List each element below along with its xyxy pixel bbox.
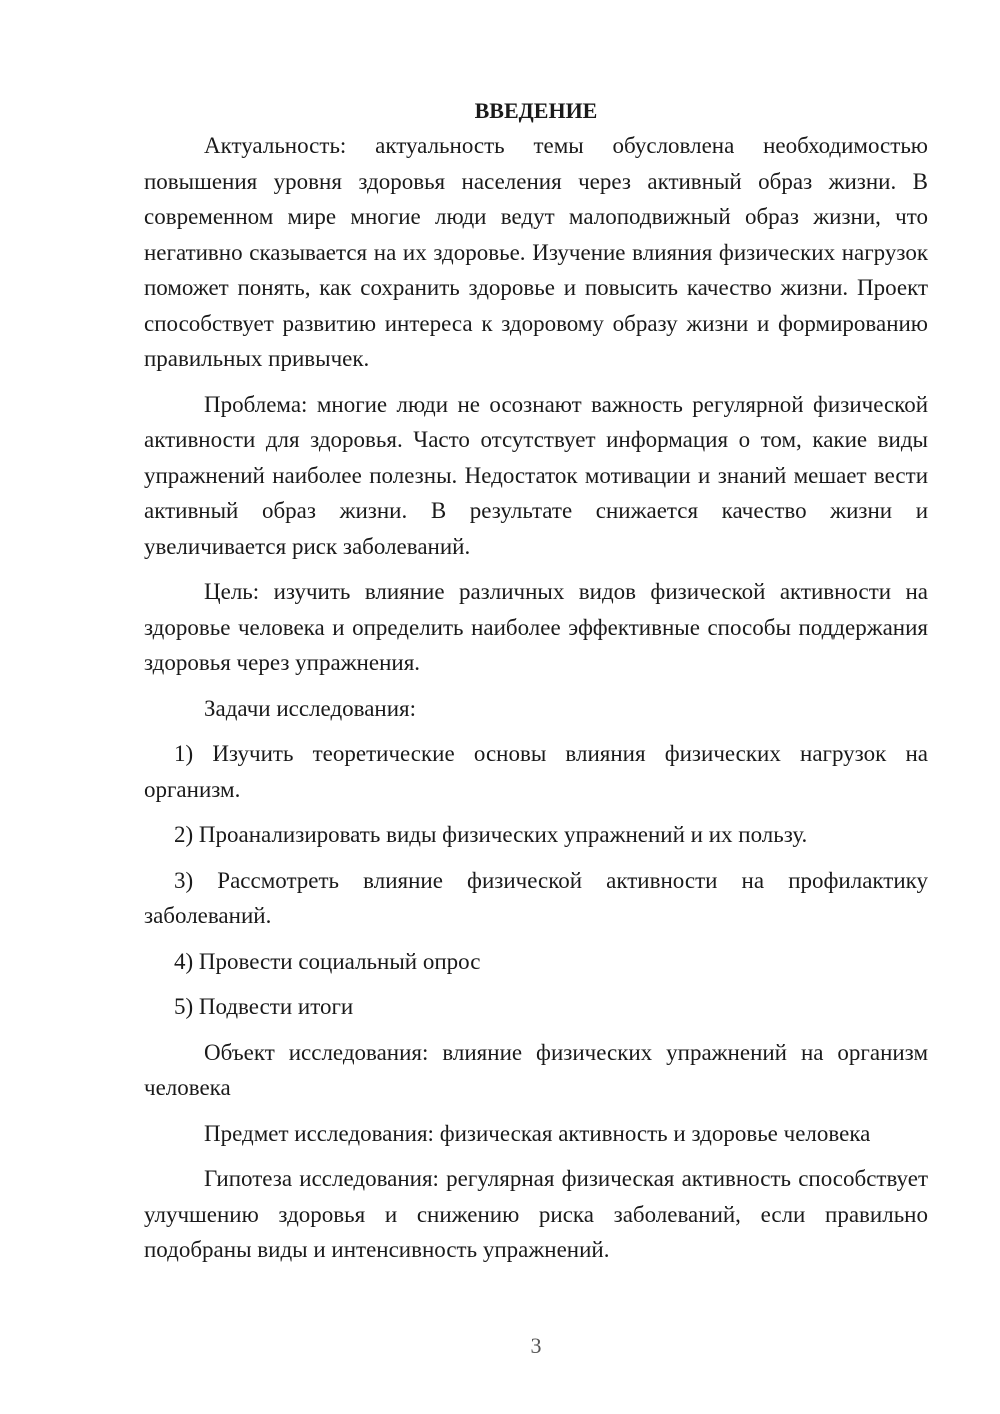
task-item-4: 4) Провести социальный опрос	[174, 948, 481, 974]
task-item-2: 2) Проанализировать виды физических упражнений и их пользу.	[174, 822, 808, 847]
page-content	[144, 93, 928, 1278]
paragraph-hypothesis: Гипотеза исследования: регулярная физическая активность способствует улучшению здоровья и снижению риска заболеваний, если правильно подобраны виды и интенсивность упражнений.	[144, 1166, 928, 1262]
paragraph-problem: Проблема: многие люди не осознают важность регулярной физической активности для здоровья. Часто отсутствует информация о том, какие виды упражнений наиболее полезны. Недостаток мотивации и знаний мешает вести активный образ жизни. В результате снижается качество жизни и увеличивается риск заболеваний.	[144, 391, 928, 559]
paragraph-subject: Предмет исследования: физическая активность и здоровье человека	[204, 1120, 871, 1146]
paragraph-object: Объект исследования: влияние физических упражнений на организм человека	[144, 1039, 928, 1100]
paragraph-goal: Цель: изучить влияние различных видов физической активности на здоровье человека и определить наиболее эффективные способы поддержания здоровья через упражнения.	[144, 579, 928, 675]
task-item-1: 1) Изучить теоретические основы влияния физических нагрузок на организм.	[144, 741, 928, 802]
paragraph-tasks-heading: Задачи исследования:	[204, 695, 417, 721]
task-item-5: 5) Подвести итоги	[174, 994, 354, 1019]
page-title: ВВЕДЕНИЕ	[474, 98, 598, 123]
page-number: 3	[530, 1333, 542, 1358]
paragraph-relevance: Актуальность: актуальность темы обусловлена необходимостью повышения уровня здоровья населения через активный образ жизни. В современном мире многие люди ведут малоподвижный образ жизни, что негативно сказывается на их здоровье. Изучение влияния физических нагрузок поможет понять, как сохранить здоровье и повысить качество жизни. Проект способствует развитию интереса к здоровому образу жизни и формированию правильных привычек.	[144, 133, 928, 371]
task-item-3: 3) Рассмотреть влияние физической активности на профилактику заболеваний.	[144, 867, 928, 928]
